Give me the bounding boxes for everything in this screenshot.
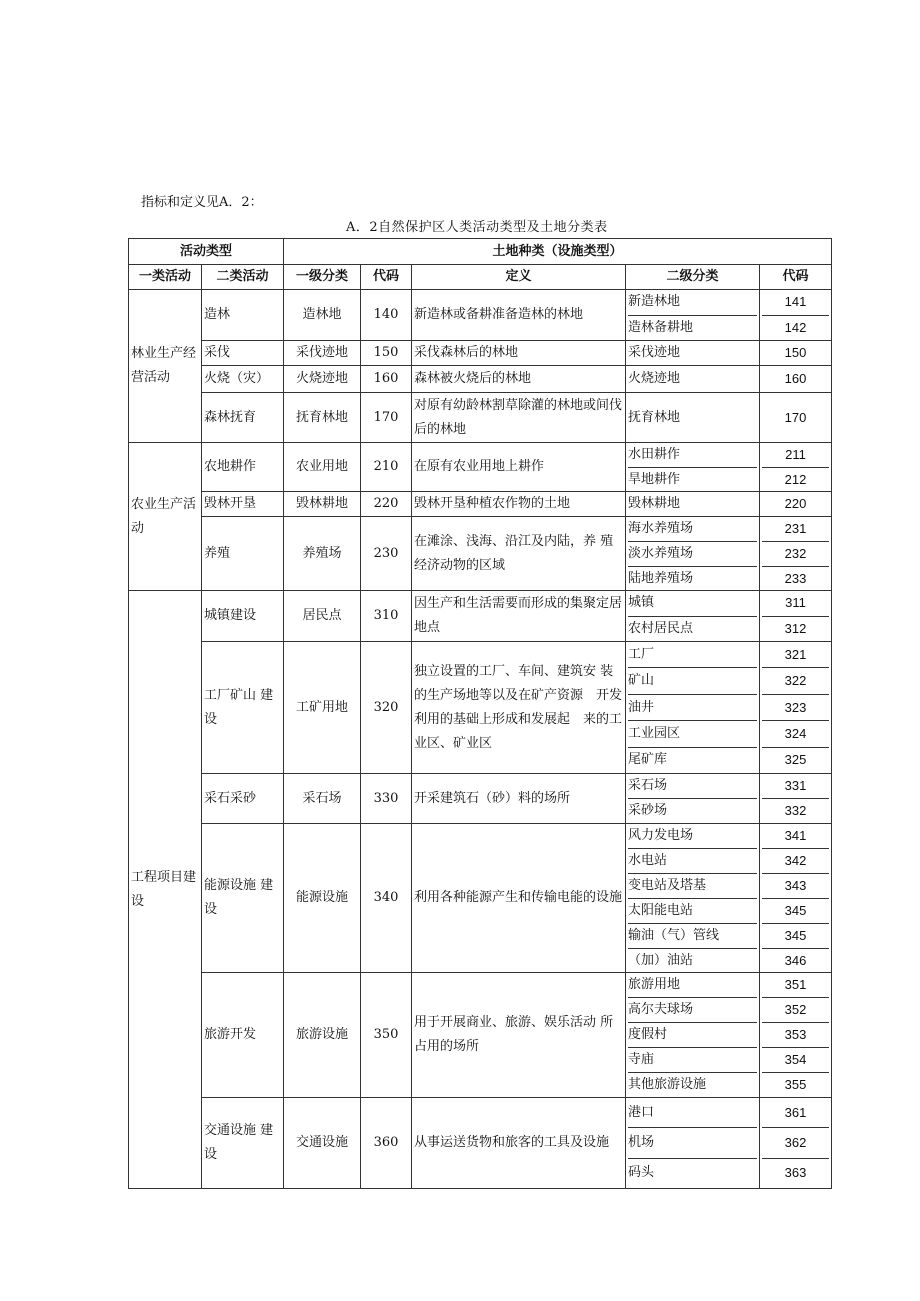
- level2-item: 采石场: [628, 774, 757, 799]
- land-classification-table: [128, 238, 832, 1189]
- level1-cell: 交通设施: [284, 1098, 361, 1189]
- level2-code: 343: [762, 874, 829, 899]
- level2-item: 寺庙: [628, 1048, 757, 1073]
- level2-code: 323: [762, 695, 829, 721]
- level2-item: 码头: [628, 1165, 655, 1181]
- level2-code: 345: [762, 899, 829, 924]
- level2-item: 水田耕作: [628, 443, 757, 468]
- level2-item: 采伐迹地: [628, 345, 681, 360]
- code-cell: 220: [361, 492, 412, 517]
- level2-item: 淡水养殖场: [628, 542, 757, 567]
- code2-cell: [760, 366, 832, 393]
- level2-item: 城镇: [628, 591, 757, 617]
- definition-cell: 独立设置的工厂、车间、建筑安 装的生产场地等以及在矿产资源 开发利用的基础上形成和发展起 来的工业区、矿业区: [412, 642, 626, 774]
- level2-cell: [626, 642, 760, 774]
- level2-code: 233: [784, 571, 807, 586]
- level2-item: 造林备耕地: [628, 319, 694, 335]
- level1-cell: 能源设施: [284, 824, 361, 973]
- code2-cell: [760, 774, 832, 824]
- level1-cell: 火烧迹地: [284, 366, 361, 393]
- level2-cell: [626, 443, 760, 492]
- code2-cell: [760, 393, 832, 443]
- definition-cell: 用于开展商业、旅游、娱乐活动 所占用的场所: [412, 973, 626, 1098]
- level2-cell: [626, 366, 760, 393]
- class2-activity-cell: 农地耕作: [202, 443, 284, 492]
- table-row: [129, 443, 832, 492]
- class2-activity-cell: 造林: [202, 290, 284, 341]
- level2-code: 351: [762, 973, 829, 998]
- level2-code: 341: [762, 824, 829, 849]
- level2-code: 311: [762, 591, 829, 617]
- table-row: [129, 290, 832, 341]
- level2-item: 工业园区: [628, 721, 757, 747]
- code-cell: 340: [361, 824, 412, 973]
- code2-cell: [760, 1098, 832, 1189]
- level2-code: 150: [784, 345, 807, 360]
- level2-code: 361: [762, 1098, 829, 1128]
- level2-item: 风力发电场: [628, 824, 757, 849]
- level2-item: 港口: [628, 1098, 757, 1128]
- definition-cell: 新造林或备耕准备造林的林地: [412, 290, 626, 341]
- level2-code: 211: [762, 443, 829, 468]
- level2-item: 矿山: [628, 668, 757, 694]
- level2-item: 变电站及塔基: [628, 874, 757, 899]
- level2-cell: [626, 824, 760, 973]
- level2-cell: [626, 393, 760, 443]
- level2-item: 农村居民点: [628, 620, 694, 636]
- level2-item: 工厂: [628, 642, 757, 668]
- code-cell: 350: [361, 973, 412, 1098]
- class2-activity-cell: 采石采砂: [202, 774, 284, 824]
- level2-code: 312: [784, 620, 807, 636]
- level2-item: 水电站: [628, 849, 757, 874]
- level2-cell: [626, 517, 760, 591]
- level1-cell: 农业用地: [284, 443, 361, 492]
- level2-item: 采砂场: [628, 803, 668, 818]
- level2-cell: [626, 290, 760, 341]
- level1-cell: 抚育林地: [284, 393, 361, 443]
- header-definition: 定义: [412, 265, 626, 290]
- level1-cell: 居民点: [284, 591, 361, 642]
- level2-cell: [626, 774, 760, 824]
- level2-item: 毁林耕地: [628, 496, 681, 511]
- code2-cell: [760, 973, 832, 1098]
- table-row: [129, 973, 832, 1098]
- table-row: [129, 1098, 832, 1189]
- intro-text: 指标和定义见A．2：: [141, 195, 263, 210]
- level1-cell: 造林地: [284, 290, 361, 341]
- level1-cell: 采石场: [284, 774, 361, 824]
- level2-code: 220: [784, 496, 807, 511]
- table-row: [129, 642, 832, 774]
- level2-item: 抚育林地: [628, 409, 681, 425]
- level2-item: 旱地耕作: [628, 472, 681, 487]
- definition-cell: 毁林开垦种植农作物的土地: [412, 492, 626, 517]
- level2-code: 321: [762, 642, 829, 668]
- table-row: [129, 393, 832, 443]
- level2-code: 160: [784, 371, 807, 386]
- definition-cell: 开采建筑石（砂）料的场所: [412, 774, 626, 824]
- level2-code: 324: [762, 721, 829, 747]
- table-row: [129, 517, 832, 591]
- code-cell: 160: [361, 366, 412, 393]
- class2-activity-cell: 交通设施 建设: [202, 1098, 284, 1189]
- definition-cell: 对原有幼龄林割草除灌的林地或间伐后的林地: [412, 393, 626, 443]
- code2-cell: [760, 824, 832, 973]
- level2-code: 325: [784, 752, 807, 768]
- table-row: [129, 774, 832, 824]
- code2-cell: [760, 341, 832, 366]
- header-activity-type: 活动类型: [129, 239, 284, 265]
- definition-cell: 从事运送货物和旅客的工具及设施: [412, 1098, 626, 1189]
- code-cell: 330: [361, 774, 412, 824]
- level2-code: 170: [784, 409, 807, 425]
- level2-code: 331: [762, 774, 829, 799]
- table-row: [129, 824, 832, 973]
- definition-cell: 采伐森林后的林地: [412, 341, 626, 366]
- level2-code: 345: [762, 924, 829, 949]
- table-caption: A．2自然保护区人类活动类型及土地分类表: [346, 220, 608, 235]
- level2-code: 322: [762, 668, 829, 694]
- level2-code: 362: [762, 1128, 829, 1158]
- level2-code: 332: [784, 803, 807, 818]
- level2-cell: [626, 973, 760, 1098]
- level2-item: 火烧迹地: [628, 371, 681, 386]
- class2-activity-cell: 毁林开垦: [202, 492, 284, 517]
- table-row: [129, 366, 832, 393]
- class1-activity-cell: 农业生产活动: [129, 443, 202, 591]
- definition-cell: 在滩涂、浅海、沿江及内陆，养 殖经济动物的区域: [412, 517, 626, 591]
- level2-item: 旅游用地: [628, 973, 757, 998]
- level2-item: 其他旅游设施: [628, 1077, 707, 1092]
- class2-activity-cell: 工厂矿山 建设: [202, 642, 284, 774]
- header-land-type: 土地种类（设施类型）: [284, 239, 832, 265]
- code2-cell: [760, 591, 832, 642]
- level1-cell: 采伐迹地: [284, 341, 361, 366]
- class2-activity-cell: 森林抚育: [202, 393, 284, 443]
- code-cell: 170: [361, 393, 412, 443]
- code-cell: 230: [361, 517, 412, 591]
- code2-cell: [760, 443, 832, 492]
- level2-item: 新造林地: [628, 290, 757, 316]
- header-class1: 一类活动: [129, 265, 202, 290]
- header-code2: 代码: [760, 265, 832, 290]
- level2-cell: [626, 492, 760, 517]
- class2-activity-cell: 火烧（灾）: [202, 366, 284, 393]
- class2-activity-cell: 城镇建设: [202, 591, 284, 642]
- level2-code: 142: [784, 319, 807, 335]
- level2-cell: [626, 591, 760, 642]
- level2-item: 太阳能电站: [628, 899, 757, 924]
- code-cell: 360: [361, 1098, 412, 1189]
- class2-activity-cell: 养殖: [202, 517, 284, 591]
- level2-code: 346: [784, 953, 807, 968]
- level2-code: 212: [784, 472, 807, 487]
- level2-code: 352: [762, 998, 829, 1023]
- header-code: 代码: [361, 265, 412, 290]
- header-class2: 二类活动: [202, 265, 284, 290]
- class2-activity-cell: 能源设施 建设: [202, 824, 284, 973]
- level2-item: 海水养殖场: [628, 517, 757, 542]
- class1-activity-cell: 林业生产经营活动: [129, 290, 202, 443]
- code-cell: 310: [361, 591, 412, 642]
- code-cell: 140: [361, 290, 412, 341]
- table-row: [129, 492, 832, 517]
- definition-cell: 因生产和生活需要而形成的集聚定居地点: [412, 591, 626, 642]
- level1-cell: 工矿用地: [284, 642, 361, 774]
- header-level2: 二级分类: [626, 265, 760, 290]
- header-row-1: [129, 239, 832, 265]
- level2-code: 355: [784, 1077, 807, 1092]
- level2-cell: [626, 341, 760, 366]
- level2-item: 油井: [628, 695, 757, 721]
- level2-code: 353: [762, 1023, 829, 1048]
- table-row: [129, 591, 832, 642]
- definition-cell: 森林被火烧后的林地: [412, 366, 626, 393]
- class2-activity-cell: 采伐: [202, 341, 284, 366]
- level2-cell: [626, 1098, 760, 1189]
- level2-code: 342: [762, 849, 829, 874]
- code2-cell: [760, 290, 832, 341]
- table-row: [129, 341, 832, 366]
- code2-cell: [760, 517, 832, 591]
- level2-item: 尾矿库: [628, 752, 668, 768]
- definition-cell: 利用各种能源产生和传输电能的设施: [412, 824, 626, 973]
- level2-item: 度假村: [628, 1023, 757, 1048]
- level2-code: 232: [762, 542, 829, 567]
- level1-cell: 毁林耕地: [284, 492, 361, 517]
- code2-cell: [760, 492, 832, 517]
- code-cell: 210: [361, 443, 412, 492]
- class2-activity-cell: 旅游开发: [202, 973, 284, 1098]
- level2-code: 231: [762, 517, 829, 542]
- header-row-2: [129, 265, 832, 290]
- level2-code: 141: [762, 290, 829, 316]
- level2-item: （加）油站: [628, 953, 694, 968]
- level2-code: 363: [784, 1165, 807, 1181]
- definition-cell: 在原有农业用地上耕作: [412, 443, 626, 492]
- class1-activity-cell: 工程项目建设: [129, 591, 202, 1189]
- code2-cell: [760, 642, 832, 774]
- code-cell: 150: [361, 341, 412, 366]
- level2-item: 高尔夫球场: [628, 998, 757, 1023]
- level2-item: 输油（气）管线: [628, 924, 757, 949]
- level2-item: 陆地养殖场: [628, 571, 694, 586]
- header-level1: 一级分类: [284, 265, 361, 290]
- level1-cell: 旅游设施: [284, 973, 361, 1098]
- level2-item: 机场: [628, 1128, 757, 1158]
- code-cell: 320: [361, 642, 412, 774]
- level1-cell: 养殖场: [284, 517, 361, 591]
- level2-code: 354: [762, 1048, 829, 1073]
